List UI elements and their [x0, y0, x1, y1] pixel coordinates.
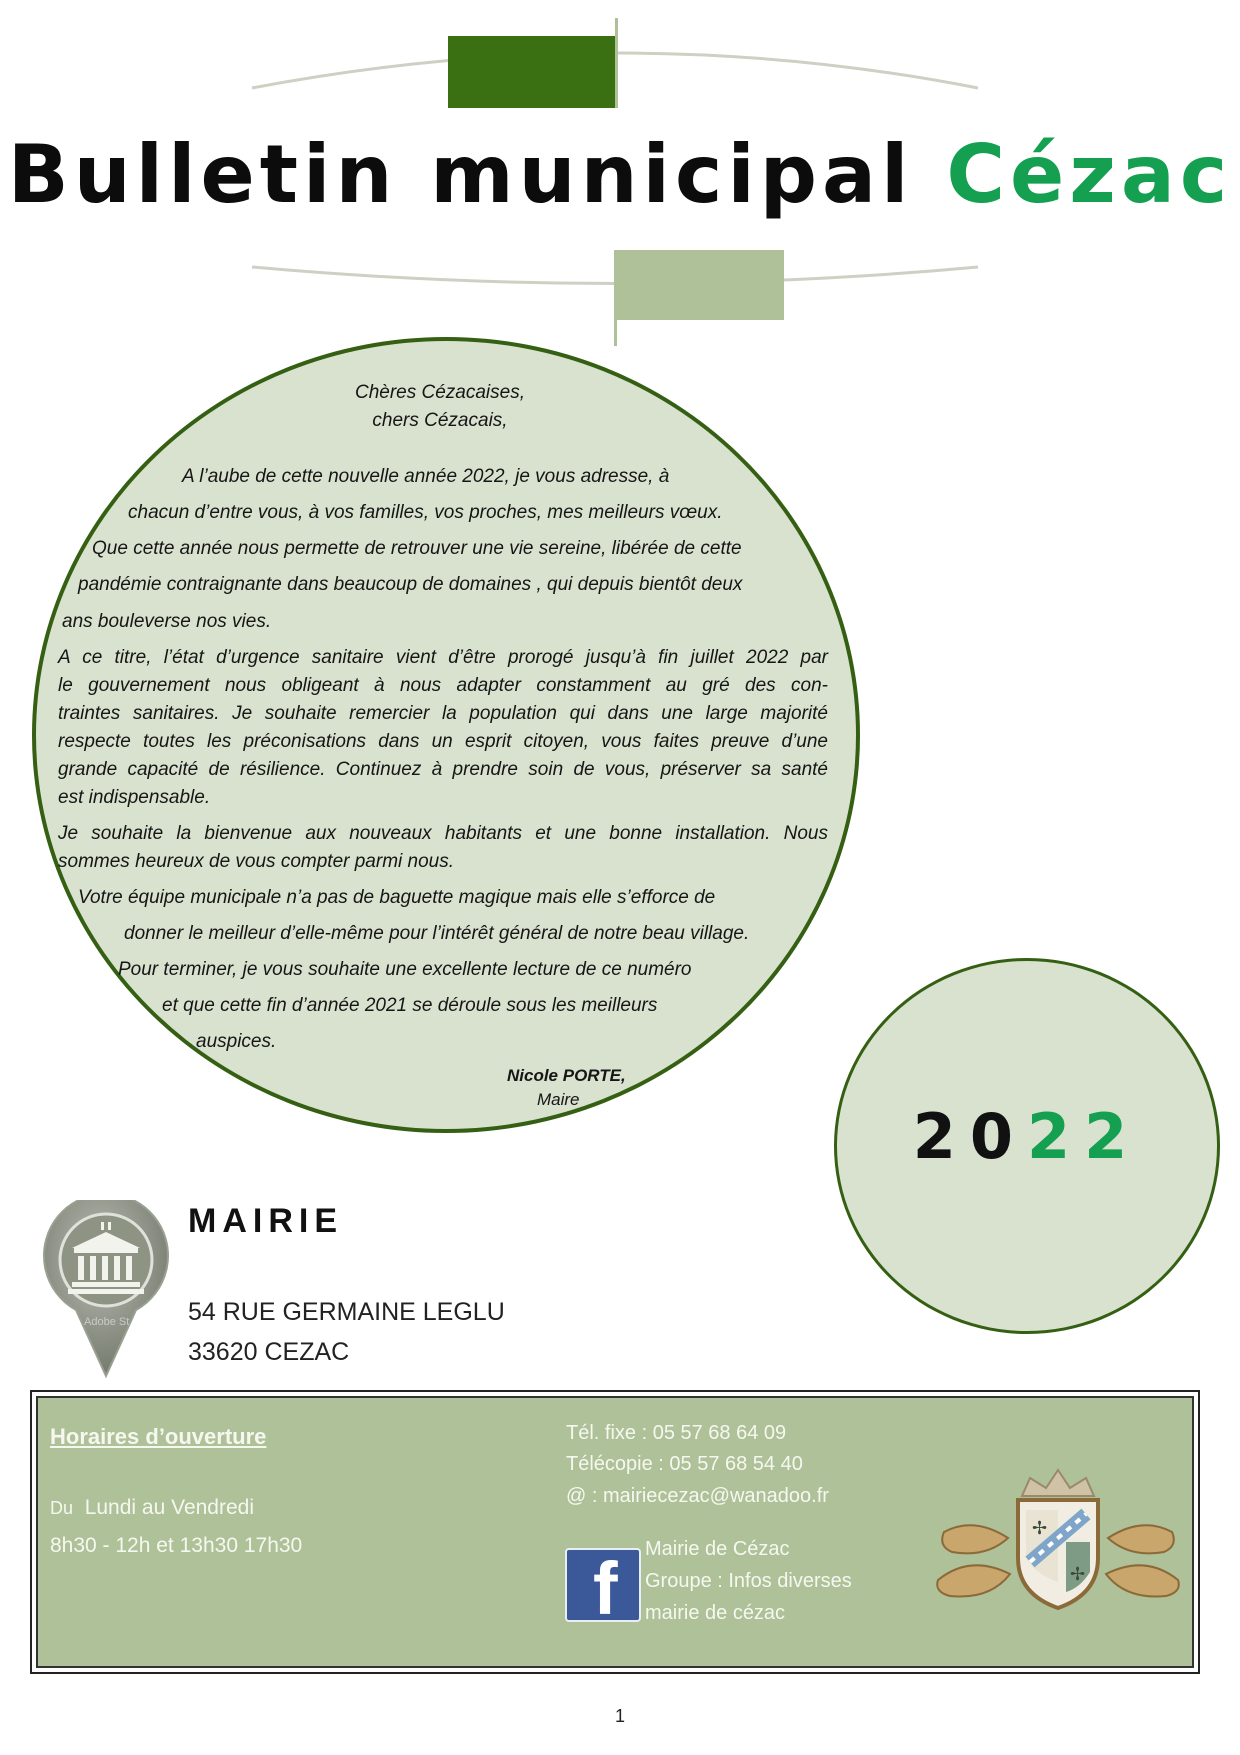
fax-number: Télécopie : 05 57 68 54 40 [566, 1453, 803, 1475]
hours-times: 8h30 - 12h et 13h30 17h30 [50, 1534, 303, 1557]
signature-role: Maire [537, 1090, 580, 1109]
email-link[interactable]: @ : mairiecezac@wanadoo.fr [566, 1485, 829, 1507]
letter-line: Je souhaite la bienvenue aux nouveaux habitants et une bonne installation. Nous [58, 823, 828, 844]
svg-text:✢: ✢ [1070, 1564, 1086, 1585]
phone-number: Tél. fixe : 05 57 68 64 09 [566, 1422, 787, 1444]
header-vertical-line-bottom [614, 250, 617, 346]
page-title [0, 128, 1240, 221]
header-bar-dark [448, 36, 616, 108]
letter-line: pandémie contraignante dans beaucoup de domaines , qui depuis bientôt deux [78, 574, 743, 595]
svg-text:✢: ✢ [1032, 1518, 1048, 1539]
coat-of-arms-icon [930, 1462, 1186, 1612]
title-accent: Cézac [946, 128, 1233, 221]
letter-line: et que cette fin d’année 2021 se déroule sous les meilleurs [162, 995, 658, 1016]
letter-line: sommes heureux de vous compter parmi nous. [58, 851, 455, 872]
year-part-1: 20 [912, 1100, 1027, 1173]
hours-days [50, 1496, 254, 1520]
facebook-group-line-1[interactable]: Groupe : Infos diverses [645, 1570, 852, 1592]
letter-greeting-1: Chères Cézacaises, [354, 382, 526, 403]
letter-line: A l’aube de cette nouvelle année 2022, je vous adresse, à [182, 466, 670, 487]
letter-line: grande capacité de résilience. Continuez à prendre soin de vous, préserver sa santé [58, 759, 828, 780]
year-part-2: 22 [1027, 1100, 1142, 1173]
letter-line: Votre équipe municipale n’a pas de baguette magique mais elle s’efforce de [78, 887, 716, 908]
year-label [834, 1100, 1220, 1173]
mairie-street: 54 RUE GERMAINE LEGLU [188, 1298, 505, 1326]
days-prefix: Du [50, 1498, 74, 1518]
letter-line: respecte toutes les préconisations dans un esprit citoyen, vous faites preuve d’une [58, 731, 828, 752]
letter-line: le gouvernement nous obligeant à nous adapter constamment au gré des con- [58, 675, 828, 696]
letter-greeting-2: chers Cézacais, [372, 410, 508, 431]
letter-line: traintes sanitaires. Je souhaite remercier la population qui dans une large majorité [58, 703, 828, 724]
letter-line: donner le meilleur d’elle-même pour l’intérêt général de notre beau village. [124, 923, 750, 944]
header-vertical-line-top [615, 18, 618, 108]
letter-line: ans bouleverse nos vies. [62, 611, 272, 632]
mairie-city: 33620 CEZAC [188, 1338, 350, 1366]
hours-title: Horaires d’ouverture [50, 1424, 267, 1449]
letter-line: est indispensable. [58, 787, 211, 808]
page-number: 1 [614, 1706, 625, 1726]
signature-name: Nicole PORTE, [507, 1066, 626, 1085]
days-range: Lundi au Vendredi [84, 1496, 254, 1519]
pin-watermark: Adobe St [84, 1316, 130, 1328]
facebook-letter: f [593, 1547, 618, 1630]
letter-line: auspices. [196, 1031, 277, 1052]
letter-line: Que cette année nous permette de retrouver une vie sereine, libérée de cette [92, 538, 742, 559]
mairie-title: MAIRIE [188, 1202, 343, 1240]
title-main: Bulletin municipal [7, 128, 914, 221]
letter-line: Pour terminer, je vous souhaite une excellente lecture de ce numéro [118, 959, 692, 980]
header-bar-light [616, 250, 784, 320]
facebook-icon[interactable] [565, 1547, 641, 1630]
facebook-page[interactable]: Mairie de Cézac [645, 1538, 790, 1560]
letter-line: chacun d’entre vous, à vos familles, vos proches, mes meilleurs vœux. [128, 502, 723, 523]
letter-line: A ce titre, l’état d’urgence sanitaire vient d’être prorogé jusqu’à fin juillet 2022 par [58, 647, 828, 668]
town-hall-pin-icon [40, 1200, 172, 1380]
facebook-group-line-2[interactable]: mairie de cézac [645, 1602, 786, 1624]
